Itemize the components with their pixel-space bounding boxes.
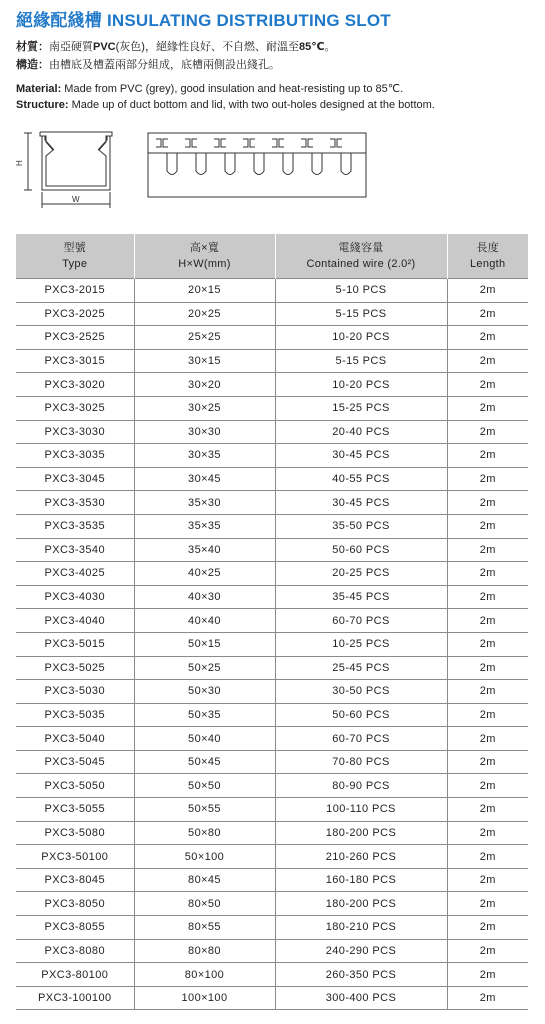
cell-type: PXC3-3035 — [16, 444, 134, 468]
cell-length: 2m — [447, 373, 528, 397]
table-row — [16, 444, 528, 468]
out-hole-slot — [196, 153, 206, 175]
cell-length: 2m — [447, 514, 528, 538]
cell-type: PXC3-3530 — [16, 491, 134, 515]
cell-size: 30×20 — [134, 373, 275, 397]
lid-tab-mark — [156, 139, 161, 147]
out-hole-slot — [254, 153, 264, 175]
cell-type: PXC3-3020 — [16, 373, 134, 397]
cell-size: 50×100 — [134, 845, 275, 869]
cell-type: PXC3-5055 — [16, 798, 134, 822]
cell-wire-capacity: 300-400 PCS — [275, 986, 447, 1010]
side-view-diagram — [142, 131, 372, 201]
cell-length: 2m — [447, 444, 528, 468]
cell-type: PXC3-5050 — [16, 774, 134, 798]
lid-tab-mark — [272, 139, 277, 147]
cell-size: 40×40 — [134, 609, 275, 633]
lid-tab-mark — [243, 139, 248, 147]
cell-type: PXC3-8050 — [16, 892, 134, 916]
table-row — [16, 396, 528, 420]
en-structure-line — [16, 98, 435, 112]
cell-length: 2m — [447, 939, 528, 963]
cell-size: 35×40 — [134, 538, 275, 562]
cell-size: 100×100 — [134, 986, 275, 1010]
cell-wire-capacity: 180-210 PCS — [275, 916, 447, 940]
cell-wire-capacity: 180-200 PCS — [275, 892, 447, 916]
out-hole-slot — [167, 153, 177, 175]
cell-size: 80×45 — [134, 868, 275, 892]
cell-type: PXC3-3025 — [16, 396, 134, 420]
header-length: 長度 Length — [447, 234, 528, 279]
table-row — [16, 373, 528, 397]
lid-tab-mark — [337, 139, 342, 147]
cell-type: PXC3-4030 — [16, 585, 134, 609]
cell-type: PXC3-3015 — [16, 349, 134, 373]
cell-size: 30×15 — [134, 349, 275, 373]
cell-type: PXC3-4025 — [16, 562, 134, 586]
cell-length: 2m — [447, 349, 528, 373]
cell-length: 2m — [447, 916, 528, 940]
cell-type: PXC3-3030 — [16, 420, 134, 444]
page-title — [16, 6, 391, 31]
cell-size: 40×25 — [134, 562, 275, 586]
cell-wire-capacity: 160-180 PCS — [275, 868, 447, 892]
cell-length: 2m — [447, 963, 528, 987]
title-chinese: 絕緣配綫槽 — [16, 11, 102, 31]
cell-length: 2m — [447, 562, 528, 586]
cn-material-line — [16, 40, 336, 54]
cell-wire-capacity: 5-15 PCS — [275, 349, 447, 373]
cell-size: 20×25 — [134, 302, 275, 326]
table-row — [16, 845, 528, 869]
cell-length: 2m — [447, 680, 528, 704]
out-hole-slot — [312, 153, 322, 175]
cross-section-diagram — [14, 130, 124, 212]
cell-type: PXC3-2015 — [16, 279, 134, 303]
duct-profile — [42, 136, 110, 190]
cell-wire-capacity: 260-350 PCS — [275, 963, 447, 987]
cell-wire-capacity: 35-50 PCS — [275, 514, 447, 538]
cell-type: PXC3-50100 — [16, 845, 134, 869]
cell-length: 2m — [447, 656, 528, 680]
table-row — [16, 326, 528, 350]
cell-type: PXC3-2025 — [16, 302, 134, 326]
cell-size: 50×80 — [134, 821, 275, 845]
cell-length: 2m — [447, 632, 528, 656]
table-row — [16, 986, 528, 1010]
table-row — [16, 420, 528, 444]
cell-wire-capacity: 70-80 PCS — [275, 750, 447, 774]
cell-length: 2m — [447, 868, 528, 892]
table-row — [16, 585, 528, 609]
lid-tab-mark — [301, 139, 306, 147]
cell-size: 30×30 — [134, 420, 275, 444]
table-row — [16, 680, 528, 704]
cell-wire-capacity: 30-50 PCS — [275, 680, 447, 704]
table-row — [16, 656, 528, 680]
en-structure-text: Made up of duct bottom and lid, with two out-holes designed at the bottom. — [68, 99, 435, 111]
table-row — [16, 821, 528, 845]
out-hole-slot — [225, 153, 235, 175]
cn-material-text-1: 南亞硬質 — [49, 41, 93, 53]
cell-type: PXC3-3045 — [16, 467, 134, 491]
cell-type: PXC3-5015 — [16, 632, 134, 656]
table-row — [16, 491, 528, 515]
cell-size: 50×30 — [134, 680, 275, 704]
cell-wire-capacity: 80-90 PCS — [275, 774, 447, 798]
lid-tab-mark — [250, 139, 255, 147]
cell-length: 2m — [447, 302, 528, 326]
cell-wire-capacity: 35-45 PCS — [275, 585, 447, 609]
cell-size: 20×15 — [134, 279, 275, 303]
cn-material-end: 。 — [324, 41, 336, 53]
lid-tab-mark — [214, 139, 219, 147]
cell-size: 30×35 — [134, 444, 275, 468]
side-view-outline — [148, 133, 366, 197]
table-row — [16, 892, 528, 916]
table-row — [16, 467, 528, 491]
table-row — [16, 279, 528, 303]
cell-size: 30×45 — [134, 467, 275, 491]
cell-size: 50×55 — [134, 798, 275, 822]
cell-length: 2m — [447, 538, 528, 562]
cell-length: 2m — [447, 821, 528, 845]
cell-length: 2m — [447, 892, 528, 916]
lid-tab-mark — [308, 139, 313, 147]
lid-tab-mark — [192, 139, 197, 147]
header-size: 高×寬 H×W(mm) — [134, 234, 275, 279]
cell-type: PXC3-8080 — [16, 939, 134, 963]
table-row — [16, 916, 528, 940]
cn-structure-label: 構造： — [16, 59, 49, 71]
cell-type: PXC3-5025 — [16, 656, 134, 680]
cell-wire-capacity: 10-20 PCS — [275, 373, 447, 397]
table-row — [16, 774, 528, 798]
cell-size: 50×15 — [134, 632, 275, 656]
cell-size: 50×25 — [134, 656, 275, 680]
cell-size: 80×100 — [134, 963, 275, 987]
cell-wire-capacity: 25-45 PCS — [275, 656, 447, 680]
cell-type: PXC3-3535 — [16, 514, 134, 538]
cell-size: 80×50 — [134, 892, 275, 916]
cell-length: 2m — [447, 845, 528, 869]
en-material-text: Made from PVC (grey), good insulation and heat-resisting up to 85℃. — [61, 83, 404, 95]
table-row — [16, 798, 528, 822]
cell-length: 2m — [447, 798, 528, 822]
cell-length: 2m — [447, 279, 528, 303]
en-material-line — [16, 82, 403, 96]
cell-wire-capacity: 100-110 PCS — [275, 798, 447, 822]
out-hole-slot — [341, 153, 351, 175]
cn-material-text-2: (灰色)，絕緣性良好、不自燃、耐溫至 — [115, 41, 299, 53]
cell-wire-capacity: 50-60 PCS — [275, 538, 447, 562]
cell-length: 2m — [447, 703, 528, 727]
cell-wire-capacity: 50-60 PCS — [275, 703, 447, 727]
cell-type: PXC3-8055 — [16, 916, 134, 940]
en-material-label: Material: — [16, 83, 62, 95]
cn-material-label: 材質： — [16, 41, 49, 53]
cn-material-temp: 85℃ — [298, 41, 325, 53]
cell-type: PXC3-5035 — [16, 703, 134, 727]
cell-length: 2m — [447, 396, 528, 420]
cell-size: 35×35 — [134, 514, 275, 538]
cell-type: PXC3-3540 — [16, 538, 134, 562]
cell-length: 2m — [447, 609, 528, 633]
cell-length: 2m — [447, 750, 528, 774]
cell-wire-capacity: 60-70 PCS — [275, 609, 447, 633]
table-row — [16, 703, 528, 727]
table-row — [16, 538, 528, 562]
table-row — [16, 868, 528, 892]
table-row — [16, 302, 528, 326]
spec-table — [16, 234, 528, 1010]
cell-type: PXC3-5080 — [16, 821, 134, 845]
out-hole-slot — [283, 153, 293, 175]
header-type: 型號 Type — [16, 234, 134, 279]
cell-size: 80×80 — [134, 939, 275, 963]
cell-type: PXC3-5040 — [16, 727, 134, 751]
cell-type: PXC3-5030 — [16, 680, 134, 704]
cell-type: PXC3-5045 — [16, 750, 134, 774]
header-wire-capacity: 電綫容量 Contained wire (2.0²) — [275, 234, 447, 279]
cell-length: 2m — [447, 986, 528, 1010]
cell-length: 2m — [447, 491, 528, 515]
cell-wire-capacity: 5-15 PCS — [275, 302, 447, 326]
lid-tab-mark — [279, 139, 284, 147]
cell-wire-capacity: 20-40 PCS — [275, 420, 447, 444]
table-row — [16, 939, 528, 963]
table-row — [16, 514, 528, 538]
title-english: INSULATING DISTRIBUTING SLOT — [106, 11, 391, 30]
table-row — [16, 349, 528, 373]
table-row — [16, 750, 528, 774]
cell-type: PXC3-4040 — [16, 609, 134, 633]
cell-length: 2m — [447, 326, 528, 350]
table-row — [16, 963, 528, 987]
cell-wire-capacity: 30-45 PCS — [275, 444, 447, 468]
cell-size: 50×50 — [134, 774, 275, 798]
table-row — [16, 609, 528, 633]
cn-material-pvc: PVC — [93, 41, 116, 53]
cell-type: PXC3-2525 — [16, 326, 134, 350]
cn-structure-text: 由槽底及槽蓋兩部分組成，底槽兩側設出綫孔。 — [49, 59, 280, 71]
cell-length: 2m — [447, 420, 528, 444]
height-label: H — [15, 160, 24, 166]
cell-type: PXC3-100100 — [16, 986, 134, 1010]
cell-wire-capacity: 40-55 PCS — [275, 467, 447, 491]
cell-size: 50×45 — [134, 750, 275, 774]
table-row — [16, 727, 528, 751]
cell-type: PXC3-80100 — [16, 963, 134, 987]
cell-size: 80×55 — [134, 916, 275, 940]
width-label: W — [72, 195, 80, 204]
cell-size: 50×40 — [134, 727, 275, 751]
lid-tab-mark — [330, 139, 335, 147]
cell-length: 2m — [447, 585, 528, 609]
table-row — [16, 562, 528, 586]
lid-tab-mark — [163, 139, 168, 147]
en-structure-label: Structure: — [16, 99, 69, 111]
cell-length: 2m — [447, 467, 528, 491]
cell-wire-capacity: 60-70 PCS — [275, 727, 447, 751]
cell-length: 2m — [447, 727, 528, 751]
cell-wire-capacity: 15-25 PCS — [275, 396, 447, 420]
cell-size: 25×25 — [134, 326, 275, 350]
table-row — [16, 632, 528, 656]
cell-size: 35×30 — [134, 491, 275, 515]
cell-length: 2m — [447, 774, 528, 798]
cell-size: 50×35 — [134, 703, 275, 727]
cell-wire-capacity: 210-260 PCS — [275, 845, 447, 869]
table-header-row — [16, 234, 528, 279]
cell-wire-capacity: 10-25 PCS — [275, 632, 447, 656]
cell-type: PXC3-8045 — [16, 868, 134, 892]
cell-size: 30×25 — [134, 396, 275, 420]
cell-size: 40×30 — [134, 585, 275, 609]
cell-wire-capacity: 30-45 PCS — [275, 491, 447, 515]
cell-wire-capacity: 240-290 PCS — [275, 939, 447, 963]
cell-wire-capacity: 180-200 PCS — [275, 821, 447, 845]
cell-wire-capacity: 10-20 PCS — [275, 326, 447, 350]
lid-tab-mark — [221, 139, 226, 147]
cell-wire-capacity: 5-10 PCS — [275, 279, 447, 303]
cell-wire-capacity: 20-25 PCS — [275, 562, 447, 586]
cn-structure-line — [16, 58, 280, 72]
lid-tab-mark — [185, 139, 190, 147]
